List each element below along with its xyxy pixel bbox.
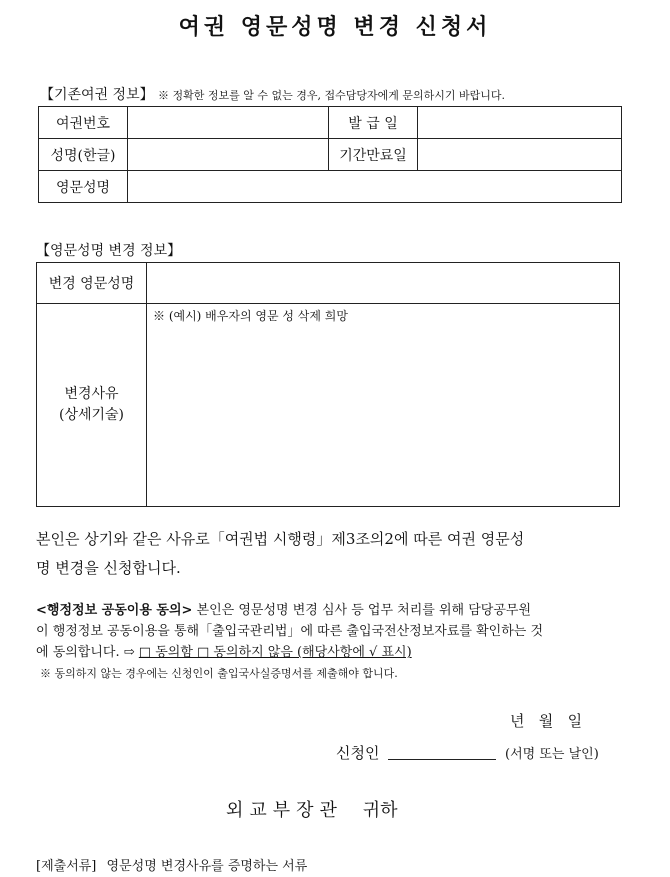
date-line: 년 월 일: [510, 712, 583, 730]
reason-label-line1: 변경사유: [64, 386, 119, 402]
applicant-label: 신청인: [336, 744, 380, 762]
section-label: 【기존여권 정보】: [40, 87, 154, 103]
korean-name-field[interactable]: [128, 139, 329, 171]
signature-hint: (서명 또는 날인): [505, 747, 599, 762]
consent-note: ※ 동의하지 않는 경우에는 신청인이 출입국사실증명서를 제출해야 합니다.: [40, 667, 398, 680]
expiry-date-field[interactable]: [418, 139, 622, 171]
change-reason-label: [37, 304, 147, 507]
section-existing-passport-header: [40, 84, 505, 104]
page-title: 여권 영문성명 변경 신청서: [178, 14, 492, 40]
english-name-label: 영문성명: [39, 171, 128, 203]
passport-number-field[interactable]: [128, 107, 329, 139]
consent-text1: 본인은 영문성명 변경 심사 등 업무 처리를 위해 담당공무원: [192, 603, 532, 618]
consent-heading: <행정정보 공동이용 동의>: [36, 603, 193, 618]
arrow-icon: ⇨: [123, 645, 135, 660]
new-english-name-field[interactable]: [147, 263, 620, 304]
documents-text: 영문성명 변경사유를 증명하는 서류: [106, 859, 308, 874]
recipient-office: 외교부장관: [226, 800, 343, 821]
issue-date-field[interactable]: [418, 107, 622, 139]
applicant-row: [336, 742, 599, 763]
reason-label-line2: (상세기술): [58, 407, 125, 423]
required-documents: [36, 855, 307, 874]
korean-name-label: 성명(한글): [39, 139, 128, 171]
existing-passport-table: [38, 106, 622, 203]
change-info-table: [36, 262, 620, 507]
section-change-info-header: 【영문성명 변경 정보】: [36, 243, 182, 259]
new-english-name-label: 변경 영문성명: [37, 263, 147, 304]
statement-line2: 명 변경을 신청합니다.: [36, 559, 181, 577]
consent-text3: 에 동의합니다.: [36, 645, 124, 660]
change-reason-field[interactable]: [147, 304, 620, 507]
consent-options[interactable]: □ 동의함 □ 동의하지 않음 (해당사항에 √ 표시): [138, 645, 412, 660]
statement-line1: 본인은 상기와 같은 사유로「여권법 시행령」제3조의2에 따른 여권 영문성: [36, 530, 525, 548]
reason-example-text: ※ (예시) 배우자의 영문 성 삭제 희망: [153, 309, 348, 323]
consent-text2: 이 행정정보 공동이용을 통해「출입국관리법」에 따른 출입국전산정보자료를 확인하는 것: [36, 624, 544, 639]
applicant-signature-line[interactable]: [388, 759, 496, 760]
application-statement: [36, 525, 620, 583]
consent-block: [36, 600, 620, 684]
passport-number-label: 여권번호: [39, 107, 128, 139]
issue-date-label: 발 급 일: [329, 107, 418, 139]
recipient-honorific: 귀하: [362, 800, 398, 821]
section-note: ※ 정확한 정보를 알 수 없는 경우, 접수담당자에게 문의하시기 바랍니다.: [158, 89, 506, 102]
english-name-field[interactable]: [128, 171, 622, 203]
expiry-date-label: 기간만료일: [329, 139, 418, 171]
recipient: [226, 796, 397, 822]
documents-label: [제출서류]: [36, 859, 97, 874]
